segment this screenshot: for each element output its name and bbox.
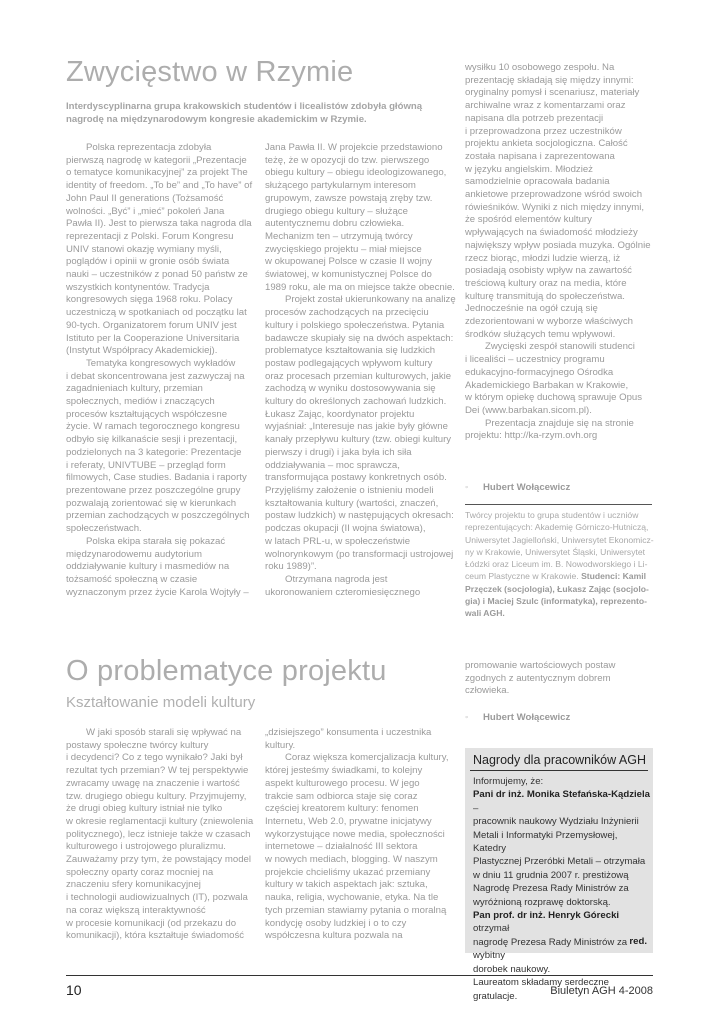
paragraph: Tematyka kongresowych wykładów i debat skoncentrowana jest zazwyczaj na zagadnieniach kultury, przemian społecznych, mediów i znaczących procesów kształtujących współczesne życie. W ramach tegorocznego kongresu odbyło się kilkanaście sesji i prezentacji, podzielonych na 3 kategorie: Prezentacje i referaty, UNIVTUBE – przegląd form filmowych, Case studies. Badania i raporty prezentowane przez poszczególne grupy pozwalają zorientować się w kierunkach przemian zachodzących w poszczególnych społeczeństwach. <box>66 357 250 535</box>
article-column-3 <box>465 62 657 443</box>
awards-signature: red. <box>629 936 647 947</box>
article-column-1 <box>66 142 258 599</box>
article-lead: Interdyscyplinarna grupa krakowskich studentów i licealistów zdobyła główną nagrodę na międzynarodowym kongresie akademickim w Rzymie. <box>66 101 423 125</box>
author-mark-icon: ◦ <box>465 482 469 493</box>
author-mark-icon: ◦ <box>465 712 469 723</box>
paragraph: Projekt został ukierunkowany na analizę procesów zachodzących na przecięciu kultury i polskiego społeczeństwa. Pytania badawcze skupiały się na dwóch aspektach: problematyce kształtowania się ludzkich postaw podlegających wpływom kultury oraz procesach przemian kulturowych, jakie zachodzą w wyniku dostosowywania się kultury do określonych zachowań ludzkich. Łukasz Zając, koordynator projektu wyjaśniał: „Interesuje nas jakie były główne kanały przepływu kultury (tzw. obiegi kultury pierwszy i drugi) i jaka była ich siła oddziaływania – moc sprawcza, transformująca postawy konkretnych osób. Przyjęliśmy założenie o istnieniu modeli kształtowania kultury (wartości, znaczeń, postaw ludzkich) w następujących okresach: podczas okupacji (II wojna światowa), w latach PRL-u, w społeczeństwie wolnorynkowym (po transformacji ustrojowej roku 1989)”. <box>265 294 456 573</box>
awardee-name: Pan prof. dr inż. Henryk Górecki <box>473 910 620 922</box>
awardee-description: – pracownik naukowy Wydziału Inżynierii Metali i Informatyki Przemysłowej, Katedry Plastycznej Przeróbki Metali – otrzymała w dniu 11 grudnia 2007 r. prestiżową Nagrodę Prezesa Rady Ministrów za wyróżnioną rozprawę doktorską. <box>473 802 646 908</box>
note-students: Studenci: Kamil Przęczek (socjologia), Łukasz Zając (socjolo- gia) i Maciej Szulc (informatyka), reprezento- wali AGH. <box>465 571 649 619</box>
awardee-description: otrzymał nagrodę Prezesa Rady Ministrów za wybitny dorobek naukowy. <box>473 923 628 975</box>
article-column-3 <box>465 660 657 698</box>
paragraph: Zwycięski zespół stanowili studenci i licealiści – uczestnicy programu edukacyjno-formacyjnego Ośrodka Akademickiego Barbakan w Krakowie, w którym opiekę duchową sprawuje Opus Dei (www.barbakan.sicom.pl). <box>465 341 643 416</box>
paragraph: W jaki sposób starali się wpływać na postawy społeczne twórcy kultury i decydenci? Co z tego wynikało? Jaki był rezultat tych przemian? W tej perspektywie zwracamy uwagę na znaczenie i wartość tzw. drugiego obiegu kultury. Przyjmujemy, że drugi obieg kultury istniał nie tylko w okresie reglamentacji kultury (zniewolenia politycznego), lecz istnieje także w czasach kulturowego i ustrojowego pluralizmu. Zauważamy przy tym, że powstający model społeczny oparty coraz mocniej na znaczeniu sfery komunikacyjnej i technologii audiowizualnych (IT), pozwala na coraz większą interaktywność w procesie komunikacji (od przekazu do komunikacji), która kształtuje świadomość <box>66 727 254 942</box>
publication-name: Biuletyn AGH 4-2008 <box>550 985 653 997</box>
awards-box-title: Nagrody dla pracowników AGH <box>473 753 646 767</box>
awards-box-body <box>473 775 651 1003</box>
paragraph: promowanie wartościowych postaw zgodnych z autentycznym dobrem człowieka. <box>465 660 616 697</box>
awards-box-divider <box>470 770 648 771</box>
article-title: O problematyce projektu <box>66 655 387 687</box>
footer-rule <box>66 975 653 976</box>
article-column-2 <box>265 142 457 599</box>
article-title: Zwycięstwo w Rzymie <box>66 56 354 88</box>
divider <box>465 504 652 505</box>
paragraph: Jana Pawła II. W projekcie przedstawiono teżę, że w opozycji do tzw. pierwszego obiegu kultury – obiegu ideologizowanego, służącego partykularnym interesom grupowym, zawsze powstają zręby tzw. drugiego obiegu kultury – służące autentycznemu dobru człowieka. Mechanizm ten – utrzymują twórcy zwycięskiego projektu – miał miejsce w okupowanej Polsce w czasie II wojny światowej, w komunistycznej Polsce do 1989 roku, ale ma on miejsce także obecnie. <box>265 142 455 293</box>
paragraph: Polska reprezentacja zdobyła pierwszą nagrodę w kategorii „Prezentacje o tematyce komunikacyjnej” za projekt The identity of freedom. „To be” and „To have” of John Paul II generations (Tożsamość wolności. „Być” i „mieć” pokoleń Jana Pawła II). Jest to pierwsza taka nagroda dla reprezentacji z Polski. Forum Kongresu UNIV stanowi okazję wymiany myśli, poglądów i opinii w gronie osób świata nauki – uczestników z ponad 50 państw ze wszystkich kontynentów. Tradycja kongresowych sięga 1968 roku. Polacy uczestniczą w spotkaniach od początku lat 90-tych. Organizatorem forum UNIV jest Istituto per la Cooperazione Universitaria (Instytut Współpracy Akademickiej). <box>66 142 253 357</box>
paragraph: wysiłku 10 osobowego zespołu. Na prezentację składają się między innymi: oryginalny pomysł i scenariusz, materiały archiwalne wraz z komentarzami oraz napisana dla potrzeb prezentacji i przeprowadzona przez uczestników projektu ankieta socjologiczna. Całość została napisana i zaprezentowana w języku angielskim. Młodzież samodzielnie opracowała badania ankietowe przeprowadzone wśród swoich rówieśników. Wyniki z nich między innymi, że spośród elementów kultury wpływających na świadomość młodzieży największy wpływ posiada muzyka. Ogólnie rzecz biorąc, młodzi ludzie wierzą, iż posiadają osobisty wpływ na zawartość treściową kultury oraz na media, które kulturę transmitują do społeczeństwa. Jednocześnie na ogół czują się zdezorientowani w wyborze właściwych środków służących temu wpływowi. <box>465 62 651 340</box>
awards-closing: Laureatom składamy serdeczne gratulacje. <box>473 977 609 1002</box>
paragraph: Otrzymana nagroda jest ukoronowaniem czteromiesięcznego <box>265 573 421 598</box>
article-column-1 <box>66 727 258 943</box>
paragraph: Coraz większa komercjalizacja kultury, której jesteśmy świadkami, to kolejny aspekt kulturowego procesu. W jego trakcie sam odbiorca staje się coraz częściej kreatorem kultury: fenomen Internetu, Web 2.0, prywatne inicjatywy wykorzystujące nowe media, społeczności internetowe – działalność III sektora w nowych mediach, blogging. W naszym projekcie chcieliśmy ukazać przemiany kultury w takich aspektach jak: sztuka, nauka, religia, wychowanie, etyka. Na tle tych przemian stawiamy pytania o moralną kondycję osoby ludzkiej i o to czy współczesna kultura pozwala na <box>265 752 449 942</box>
page-number: 10 <box>66 982 82 998</box>
paragraph: „dzisiejszego” konsumenta i uczestnika kultury. <box>265 727 432 751</box>
article-column-2 <box>265 727 457 943</box>
paragraph: Polska ekipa starała się pokazać międzynarodowemu audytorium oddziaływanie kultury i masmediów na tożsamość społeczną w czasie wyznaczonym przez życie Karola Wojtyły – <box>66 535 249 598</box>
article-subtitle: Kształtowanie modeli kultury <box>66 694 256 711</box>
project-team-note <box>465 509 655 620</box>
awards-intro: Informujemy, że: <box>473 776 544 787</box>
author-name: Hubert Wołącewicz <box>483 712 571 723</box>
note-text: Twórcy projektu to grupa studentów i uczniów reprezentujących: Akademię Górniczo-Hutniczą, Uniwersytet Jagielloński, Uniwersytet Ekonomicz- ny w Krakowie, Uniwersytet Śląski, Uniwersytet Łódzki oraz Liceum im. B. Nowodworskiego i Li- ceum Plastyczne w Krakowie. <box>465 510 654 582</box>
article-author <box>465 712 570 723</box>
author-name: Hubert Wołącewicz <box>483 482 571 493</box>
article-author <box>465 482 570 493</box>
paragraph: Prezentacja znajduje się na stronie projektu: http://ka-rzym.ovh.org <box>465 417 634 442</box>
awardee-name: Pani dr inż. Monika Stefańska-Kądziela <box>473 789 650 801</box>
